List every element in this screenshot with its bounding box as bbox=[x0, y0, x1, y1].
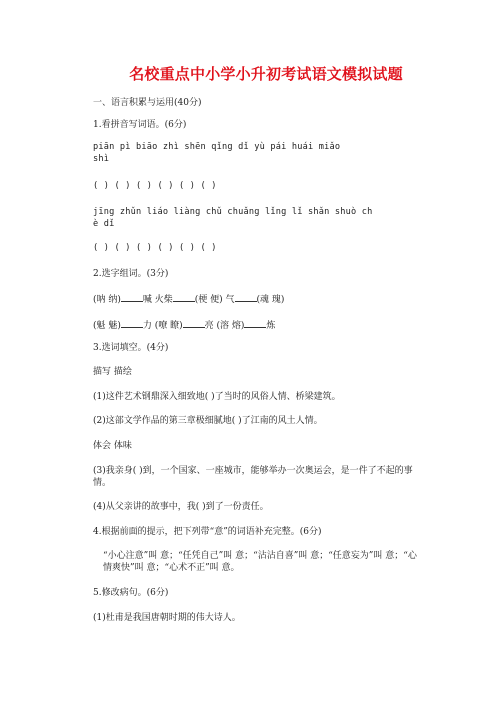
question-2-row-2 bbox=[93, 318, 275, 332]
word-pair-1: 描写 描绘 bbox=[93, 367, 132, 377]
choice-group: (呐 纳) bbox=[93, 295, 121, 305]
question-1-heading: 1.看拼音写词语。(6分) bbox=[93, 120, 187, 130]
pinyin-row-2: jīng zhǔn liáo liàng chǔ chuǎng lǐng lǐ shǎn shuò ch bbox=[93, 207, 373, 217]
question-4-text: “小心注意”叫 意；“任凭自己”叫 意；“沾沾自喜”叫 意；“任意妄为”叫 意；“心情爽快”叫 意；“心术不正”叫 意。 bbox=[103, 551, 417, 573]
question-2-heading: 2.选字组词。(3分) bbox=[93, 269, 169, 279]
choice-group: (魁 魅) bbox=[93, 321, 121, 331]
fill-blank[interactable] bbox=[235, 292, 257, 302]
question-5-sentence-1: (1)杜甫是我国唐朝时期的伟大诗人。 bbox=[93, 613, 241, 623]
pinyin-row-1: piān pì biāo zhì shēn qǐng dǐ yù pái huái miǎo bbox=[93, 142, 341, 152]
question-5-heading: 5.修改病句。(6分) bbox=[93, 588, 169, 598]
fill-blank[interactable] bbox=[121, 292, 143, 302]
question-3-sentence-3: (3)我亲身( )到，一个国家、一座城市，能够举办一次奥运会，是一件了不起的事情。 bbox=[93, 466, 413, 488]
choice-text: 炼 bbox=[266, 321, 276, 331]
question-3-heading: 3.选词填空。(4分) bbox=[93, 343, 169, 353]
answer-brackets-row-1: ( ) ( ) ( ) ( ) ( ) ( ) bbox=[93, 181, 217, 191]
word-pair-2: 体会 体味 bbox=[93, 441, 132, 451]
question-4-heading: 4.根据前面的提示，把下列带“意”的词语补充完整。(6分) bbox=[93, 527, 322, 537]
choice-group: (魂 瑰) bbox=[256, 295, 285, 305]
answer-brackets-row-2: ( ) ( ) ( ) ( ) ( ) ( ) bbox=[93, 243, 217, 253]
choice-text: (梗 便) 气 bbox=[194, 295, 235, 305]
pinyin-row-2-wrap: è dǐ bbox=[93, 219, 115, 229]
choice-text: 力 (嘹 瞭) bbox=[142, 321, 183, 331]
fill-blank[interactable] bbox=[173, 292, 195, 302]
question-3-sentence-4: (4)从父亲讲的故事中，我( )到了一份责任。 bbox=[93, 502, 269, 512]
section-heading: 一、语言积累与运用(40分) bbox=[93, 98, 202, 108]
page-title: 名校重点中小学小升初考试语文模拟试题 bbox=[129, 65, 403, 83]
fill-blank[interactable] bbox=[121, 318, 143, 328]
question-2-row-1 bbox=[93, 292, 284, 306]
fill-blank[interactable] bbox=[244, 318, 266, 328]
choice-text: 亮 (溶 熔) bbox=[204, 321, 245, 331]
question-3-sentence-2: (2)这部文学作品的第三章极细腻地( )了江南的风土人情。 bbox=[93, 416, 323, 426]
choice-text: 喊 火柴 bbox=[142, 295, 173, 305]
pinyin-row-1-wrap: shì bbox=[93, 154, 110, 164]
fill-blank[interactable] bbox=[183, 318, 205, 328]
question-3-sentence-1: (1)这件艺术钢鼎深入细致地( )了当时的风俗人情、桥梁建筑。 bbox=[93, 392, 341, 402]
